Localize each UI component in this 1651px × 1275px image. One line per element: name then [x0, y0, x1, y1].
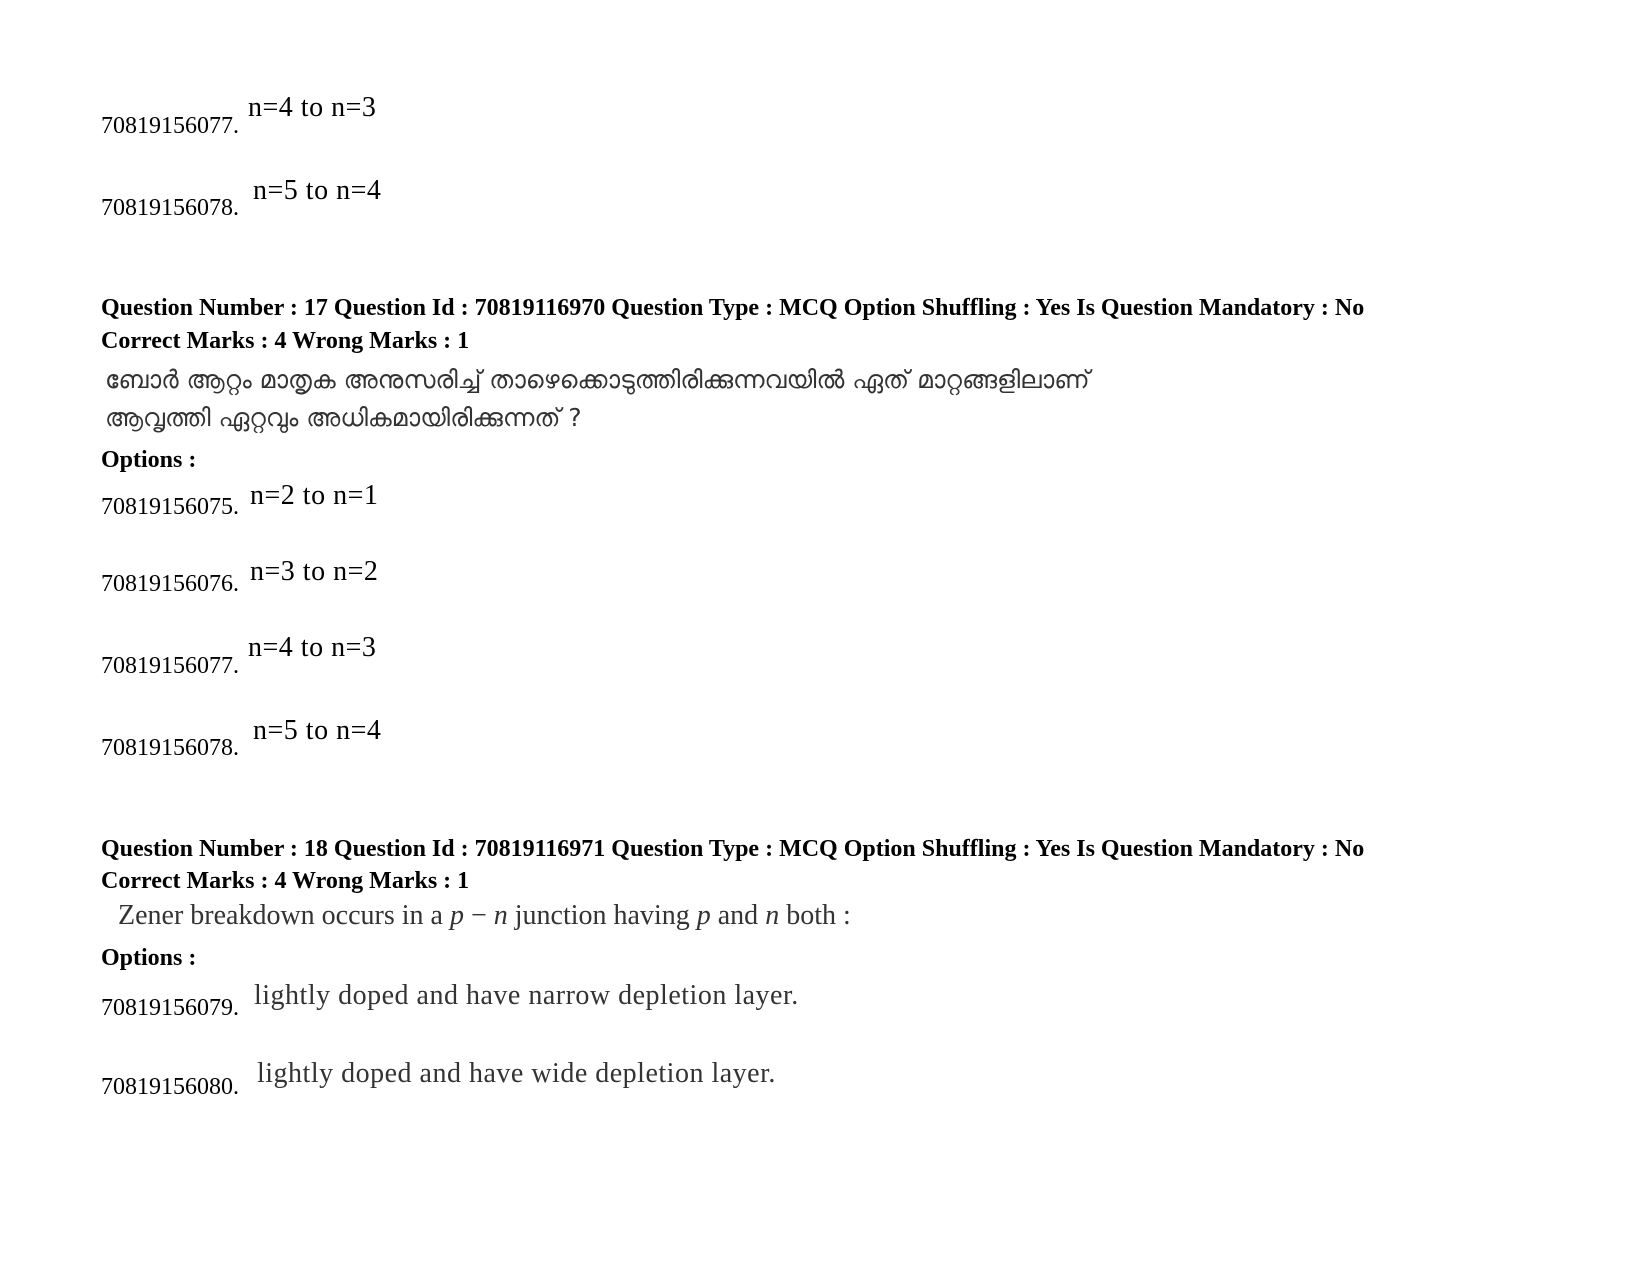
- n-variable: n: [493, 900, 508, 931]
- options-label: Options :: [101, 945, 197, 971]
- option-text: n=4 to n=3: [248, 92, 377, 123]
- question-text: ആവൃത്തി ഏറ്റവും അധികമായിരിക്കുന്നത് ?: [105, 403, 582, 432]
- p-variable: p: [696, 900, 711, 931]
- marks-line: Correct Marks : 4 Wrong Marks : 1: [101, 328, 470, 354]
- option-text: n=5 to n=4: [253, 715, 382, 746]
- option-id: 70819156080.: [101, 1074, 239, 1100]
- question-header: Question Number : 17 Question Id : 70819116970 Question Type : MCQ Option Shuffling : Yes Is Question Mandatory : No: [101, 295, 1365, 321]
- option-id: 70819156077.: [101, 653, 239, 679]
- minus-sign: −: [463, 900, 494, 931]
- option-id: 70819156075.: [101, 494, 239, 520]
- option-id: 70819156079.: [101, 995, 239, 1021]
- option-text: n=3 to n=2: [250, 556, 379, 587]
- options-label: Options :: [101, 447, 197, 473]
- option-text: lightly doped and have narrow depletion layer.: [254, 980, 799, 1011]
- option-id: 70819156077.: [101, 113, 239, 139]
- question-text-part: junction having: [507, 900, 697, 931]
- option-text: lightly doped and have wide depletion layer.: [257, 1058, 776, 1089]
- n-variable: n: [765, 900, 780, 931]
- option-text: n=4 to n=3: [248, 632, 377, 663]
- question-text: [118, 900, 851, 932]
- option-id: 70819156078.: [101, 735, 239, 761]
- p-variable: p: [449, 900, 464, 931]
- option-text: n=5 to n=4: [253, 175, 382, 206]
- option-id: 70819156078.: [101, 195, 239, 221]
- question-text-part: both :: [779, 900, 851, 931]
- option-id: 70819156076.: [101, 571, 239, 597]
- question-header: Question Number : 18 Question Id : 70819116971 Question Type : MCQ Option Shuffling : Yes Is Question Mandatory : No: [101, 836, 1365, 862]
- marks-line: Correct Marks : 4 Wrong Marks : 1: [101, 868, 470, 894]
- question-text-part: Zener breakdown occurs in a: [118, 900, 450, 931]
- option-text: n=2 to n=1: [250, 480, 379, 511]
- question-text-part: and: [710, 900, 766, 931]
- question-text: ബോർ ആറ്റം മാതൃക അനുസരിച്ച് താഴെക്കൊടുത്തിരിക്കുന്നവയിൽ ഏത് മാറ്റങ്ങളിലാണ്: [105, 365, 1090, 394]
